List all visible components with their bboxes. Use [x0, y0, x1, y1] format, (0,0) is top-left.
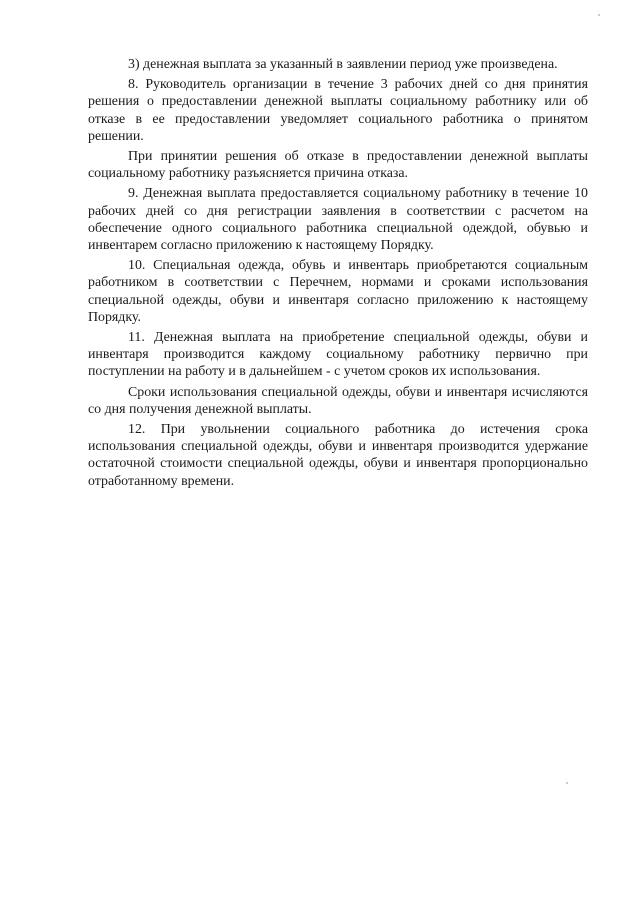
paragraph-clause-12: 12. При увольнении социального работника до истечения срока использования специальной одежды, обуви и инвентаря производится удержание остаточной стоимости специальной одежды, обуви и инвентаря пропорционально отработанному времени. [88, 422, 588, 489]
scan-speck [598, 14, 600, 16]
paragraph-clause-8: 8. Руководитель организации в течение 3 рабочих дней со дня принятия решения о предоставлении денежной выплаты социальному работнику или об отказе в ее предоставлении уведомляет социального работника о принятом решении. [88, 77, 588, 144]
paragraph-refusal-explanation: При принятии решения об отказе в предоставлении денежной выплаты социальному работнику разъясняется причина отказа. [88, 149, 588, 182]
document-body [88, 56, 588, 493]
scan-speck [566, 782, 568, 784]
paragraph-clause-9: 9. Денежная выплата предоставляется социальному работнику в течение 10 рабочих дней со дня регистрации заявления в соответствии с расчетом на обеспечение одного социального работника специальной одеждой, обувью и инвентарем согласно приложению к настоящему Порядку. [88, 186, 588, 254]
paragraph-usage-periods: Сроки использования специальной одежды, обуви и инвентаря исчисляются со дня получения денежной выплаты. [88, 384, 588, 417]
paragraph-clause-11: 11. Денежная выплата на приобретение специальной одежды, обуви и инвентаря производится каждому социальному работнику первично при поступлении на работу и в дальнейшем - с учетом сроков их использования. [88, 330, 588, 380]
paragraph-clause-10: 10. Специальная одежда, обувь и инвентарь приобретаются социальным работником в соответствии с Перечнем, нормами и сроками использования специальной одежды, обуви и инвентаря согласно приложению к настоящему Порядку. [88, 258, 588, 325]
paragraph-item-3-refusal-reason: 3) денежная выплата за указанный в заявлении период уже произведена. [128, 57, 558, 72]
